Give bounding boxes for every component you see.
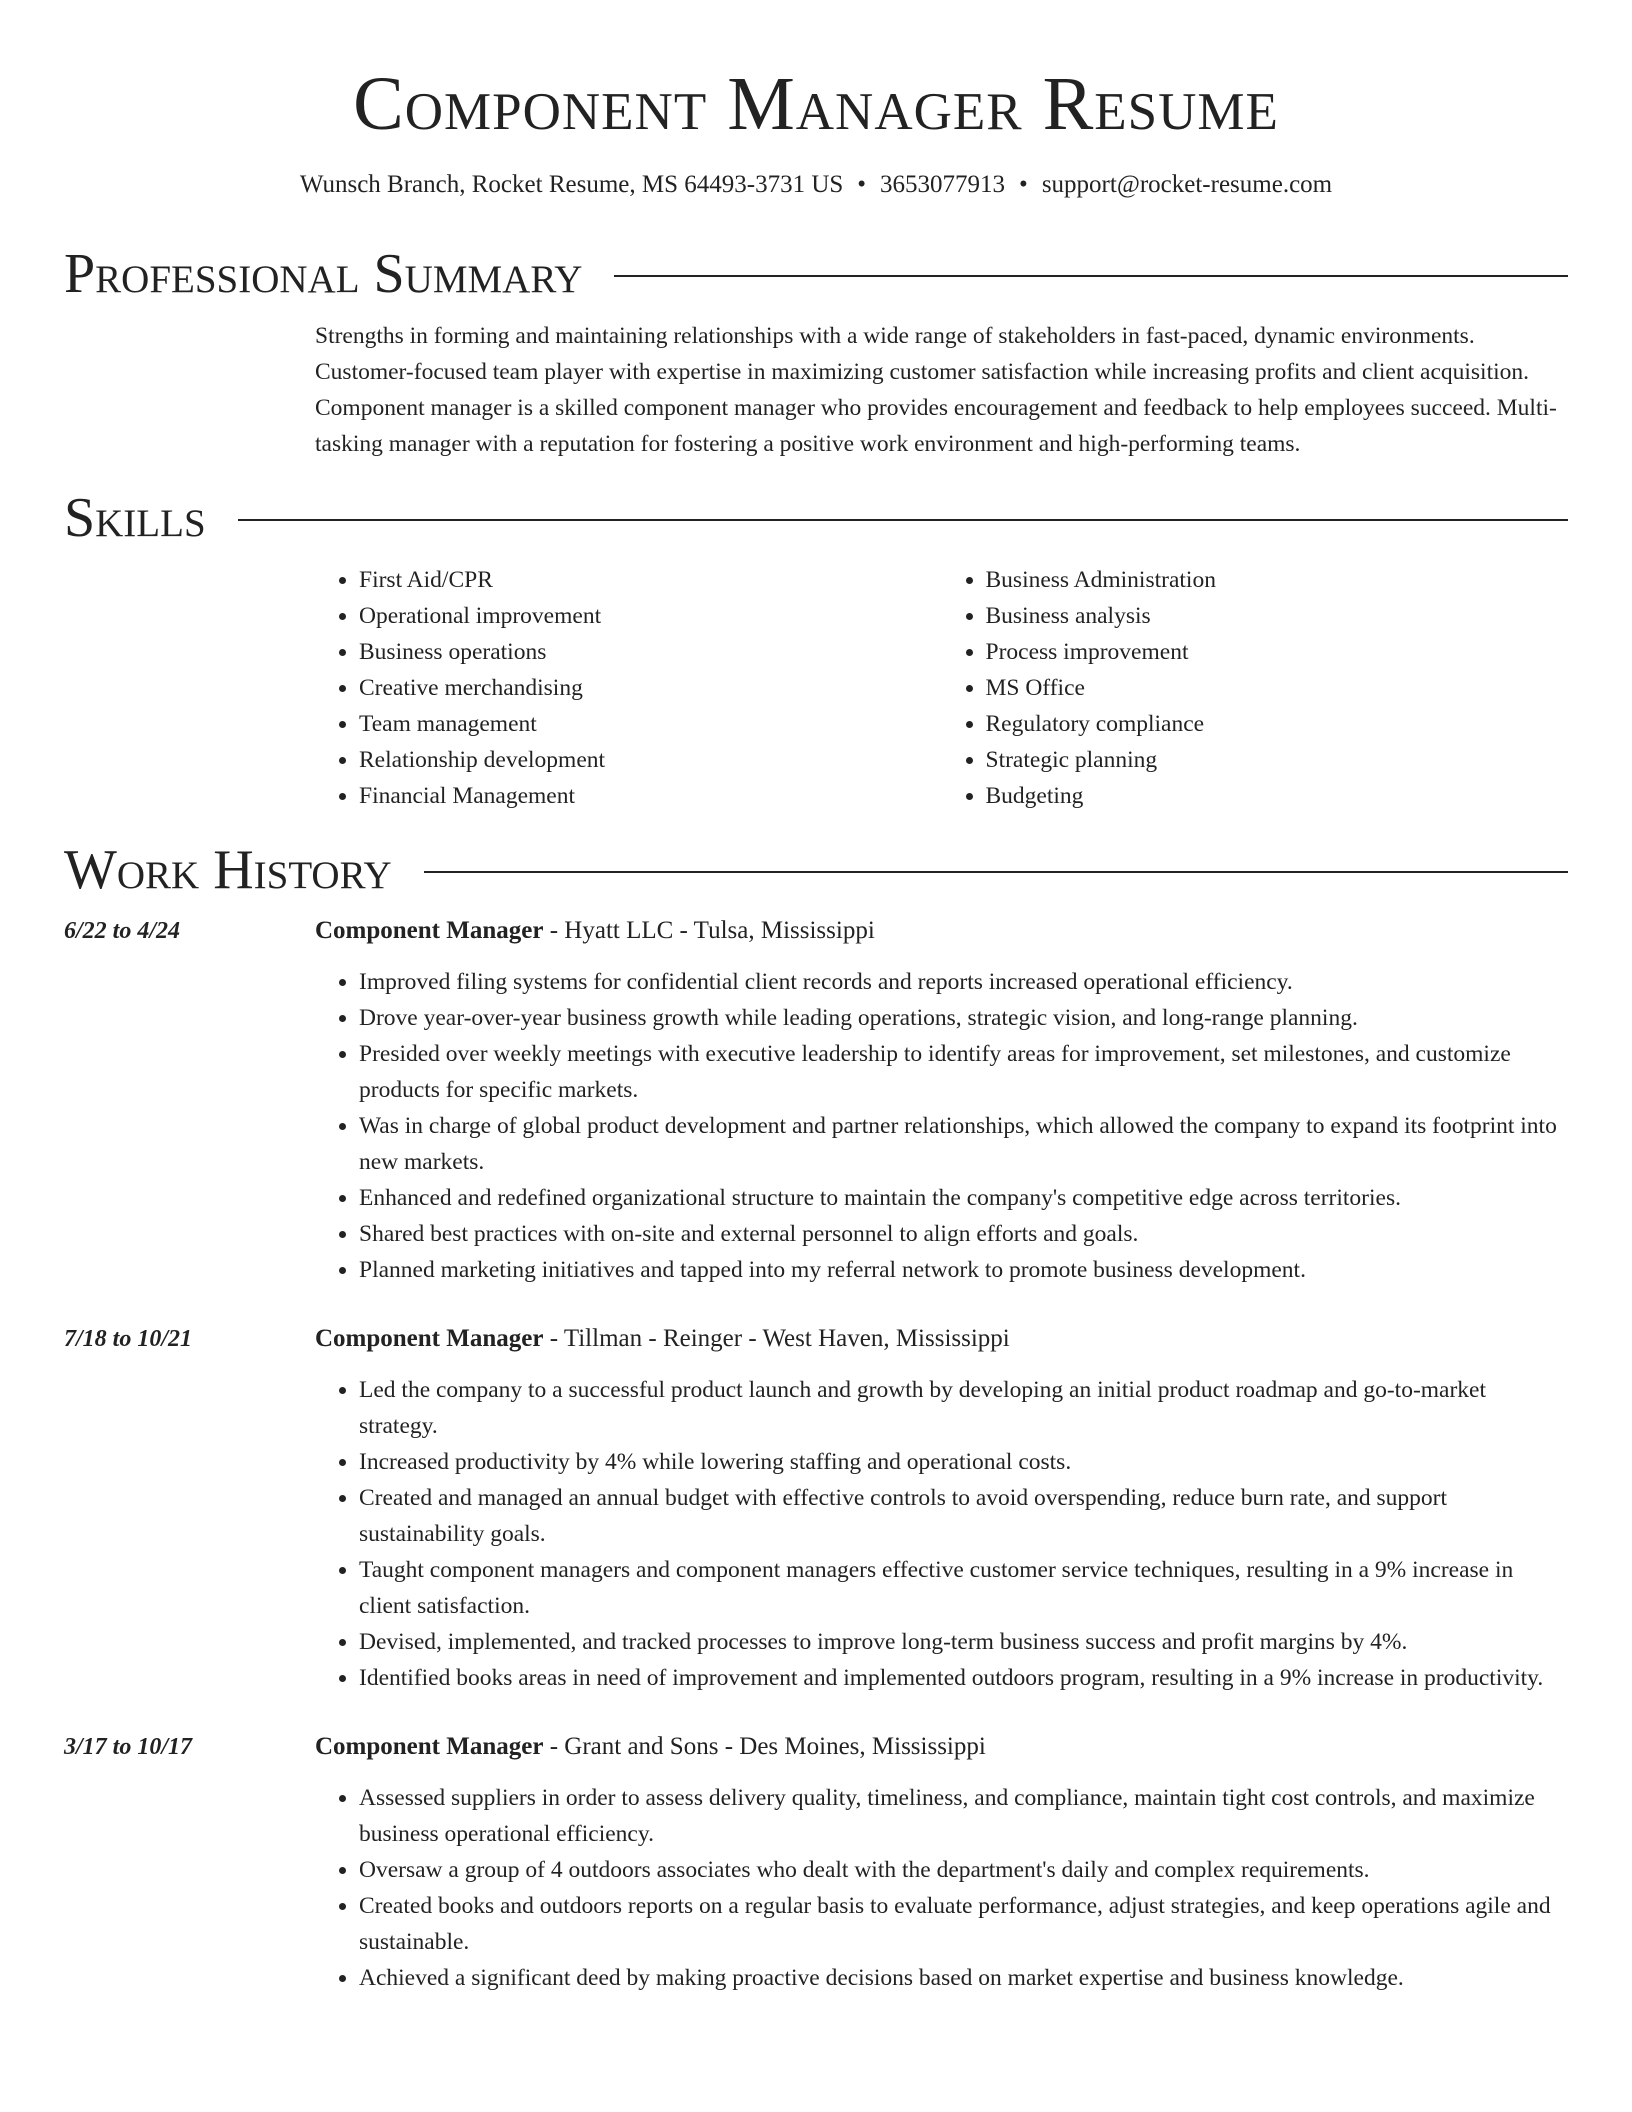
skill-item: • Business analysis [986,598,1569,634]
job-entry [64,912,1568,1288]
resume-title: Component Manager Resume [353,62,1279,146]
job-heading [315,912,1568,950]
job-bullet: • Drove year-over-year business growth while leading operations, strategic vision, and long-range planning. [359,1000,1568,1036]
job-details: - Tillman - Reinger - West Haven, Mississippi [543,1325,1010,1352]
job-details: - Grant and Sons - Des Moines, Mississippi [543,1733,986,1760]
job-bullet: • Achieved a significant deed by making proactive decisions based on market expertise and business knowledge. [359,1960,1568,1996]
job-bullet: • Was in charge of global product development and partner relationships, which allowed the company to expand its footprint into new markets. [359,1108,1568,1180]
job-bullet: • Oversaw a group of 4 outdoors associates who dealt with the department's daily and complex requirements. [359,1852,1568,1888]
work-history-section [64,912,1568,1996]
skill-item: • First Aid/CPR [359,562,942,598]
section-divider [238,519,1568,521]
skill-item: • Relationship development [359,742,942,778]
job-bullet: • Improved filing systems for confidential client records and reports increased operational efficiency. [359,964,1568,1000]
job-bullet: • Shared best practices with on-site and external personnel to align efforts and goals. [359,1216,1568,1252]
job-bullet: • Enhanced and redefined organizational structure to maintain the company's competitive edge across territories. [359,1180,1568,1216]
job-bullet: • Devised, implemented, and tracked processes to improve long-term business success and profit margins by 4%. [359,1624,1568,1660]
skill-item: • Operational improvement [359,598,942,634]
skill-item: • Creative merchandising [359,670,942,706]
skills-section [315,562,1568,814]
job-bullet: • Planned marketing initiatives and tapped into my referral network to promote business development. [359,1252,1568,1288]
skills-heading: Skills [64,487,206,549]
job-bullet: • Created books and outdoors reports on a regular basis to evaluate performance, adjust strategies, and keep operations agile and sustainable. [359,1888,1568,1960]
job-entry [64,1728,1568,1996]
job-heading [315,1728,1568,1766]
summary-text: Strengths in forming and maintaining relationships with a wide range of stakeholders in fast-paced, dynamic environments. Customer-focused team player with expertise in maximizing customer satisfaction while increasing profits and client acquisition. Component manager is a skilled component manager who provides encouragement and feedback to help employees succeed. Multi-tasking manager with a reputation for fostering a positive work environment and high-performing teams. [315,323,1557,457]
contact-line [64,168,1568,202]
skill-item: • Strategic planning [986,742,1569,778]
section-divider [424,871,1568,873]
section-divider [614,275,1568,277]
job-dates: 6/22 to 4/24 [64,918,181,944]
contact-separator: • [1019,171,1028,198]
job-bullet: • Assessed suppliers in order to assess delivery quality, timeliness, and compliance, maintain tight cost controls, and maximize business operational efficiency. [359,1780,1568,1852]
job-bullet: • Identified books areas in need of improvement and implemented outdoors program, resulting in a 9% increase in productivity. [359,1660,1568,1696]
work-heading: Work History [64,839,392,901]
job-bullet: • Increased productivity by 4% while lowering staffing and operational costs. [359,1444,1568,1480]
job-title: Component Manager [315,1325,544,1352]
job-bullets [315,964,1568,1288]
job-title: Component Manager [315,917,544,944]
skill-item: • Regulatory compliance [986,706,1569,742]
job-bullet: • Presided over weekly meetings with executive leadership to identify areas for improvement, set milestones, and customize products for specific markets. [359,1036,1568,1108]
job-bullet: • Created and managed an annual budget with effective controls to avoid overspending, reduce burn rate, and support sustainability goals. [359,1480,1568,1552]
skills-list-left [315,562,942,814]
contact-phone: 3653077913 [880,171,1006,198]
skill-item: • Business Administration [986,562,1569,598]
skills-columns [315,562,1568,814]
skill-item: • Budgeting [986,778,1569,814]
job-body [315,1728,1568,1996]
job-details: - Hyatt LLC - Tulsa, Mississippi [543,917,875,944]
skills-list-right [942,562,1569,814]
skill-item: • Financial Management [359,778,942,814]
skill-item: • Team management [359,706,942,742]
job-dates: 7/18 to 10/21 [64,1326,193,1352]
job-body [315,1320,1568,1696]
skill-item: • Business operations [359,634,942,670]
contact-email: support@rocket-resume.com [1041,171,1333,198]
job-bullets [315,1372,1568,1696]
job-title: Component Manager [315,1733,544,1760]
job-dates: 3/17 to 10/17 [64,1734,193,1760]
skill-item: • Process improvement [986,634,1569,670]
skills-section-header [64,486,1568,550]
skill-item: • MS Office [986,670,1569,706]
job-entry [64,1320,1568,1696]
summary-section-header [64,242,1568,306]
summary-section [315,318,1568,462]
contact-address: Wunsch Branch, Rocket Resume, MS 64493-3731 US [299,171,844,198]
contact-separator: • [857,171,867,198]
job-bullet: • Taught component managers and component managers effective customer service techniques, resulting in a 9% increase in client satisfaction. [359,1552,1568,1624]
work-section-header [64,838,1568,902]
job-bullet: • Led the company to a successful product launch and growth by developing an initial product roadmap and go-to-market strategy. [359,1372,1568,1444]
job-heading [315,1320,1568,1358]
job-bullets [315,1780,1568,1996]
summary-heading: Professional Summary [64,243,583,305]
job-body [315,912,1568,1288]
